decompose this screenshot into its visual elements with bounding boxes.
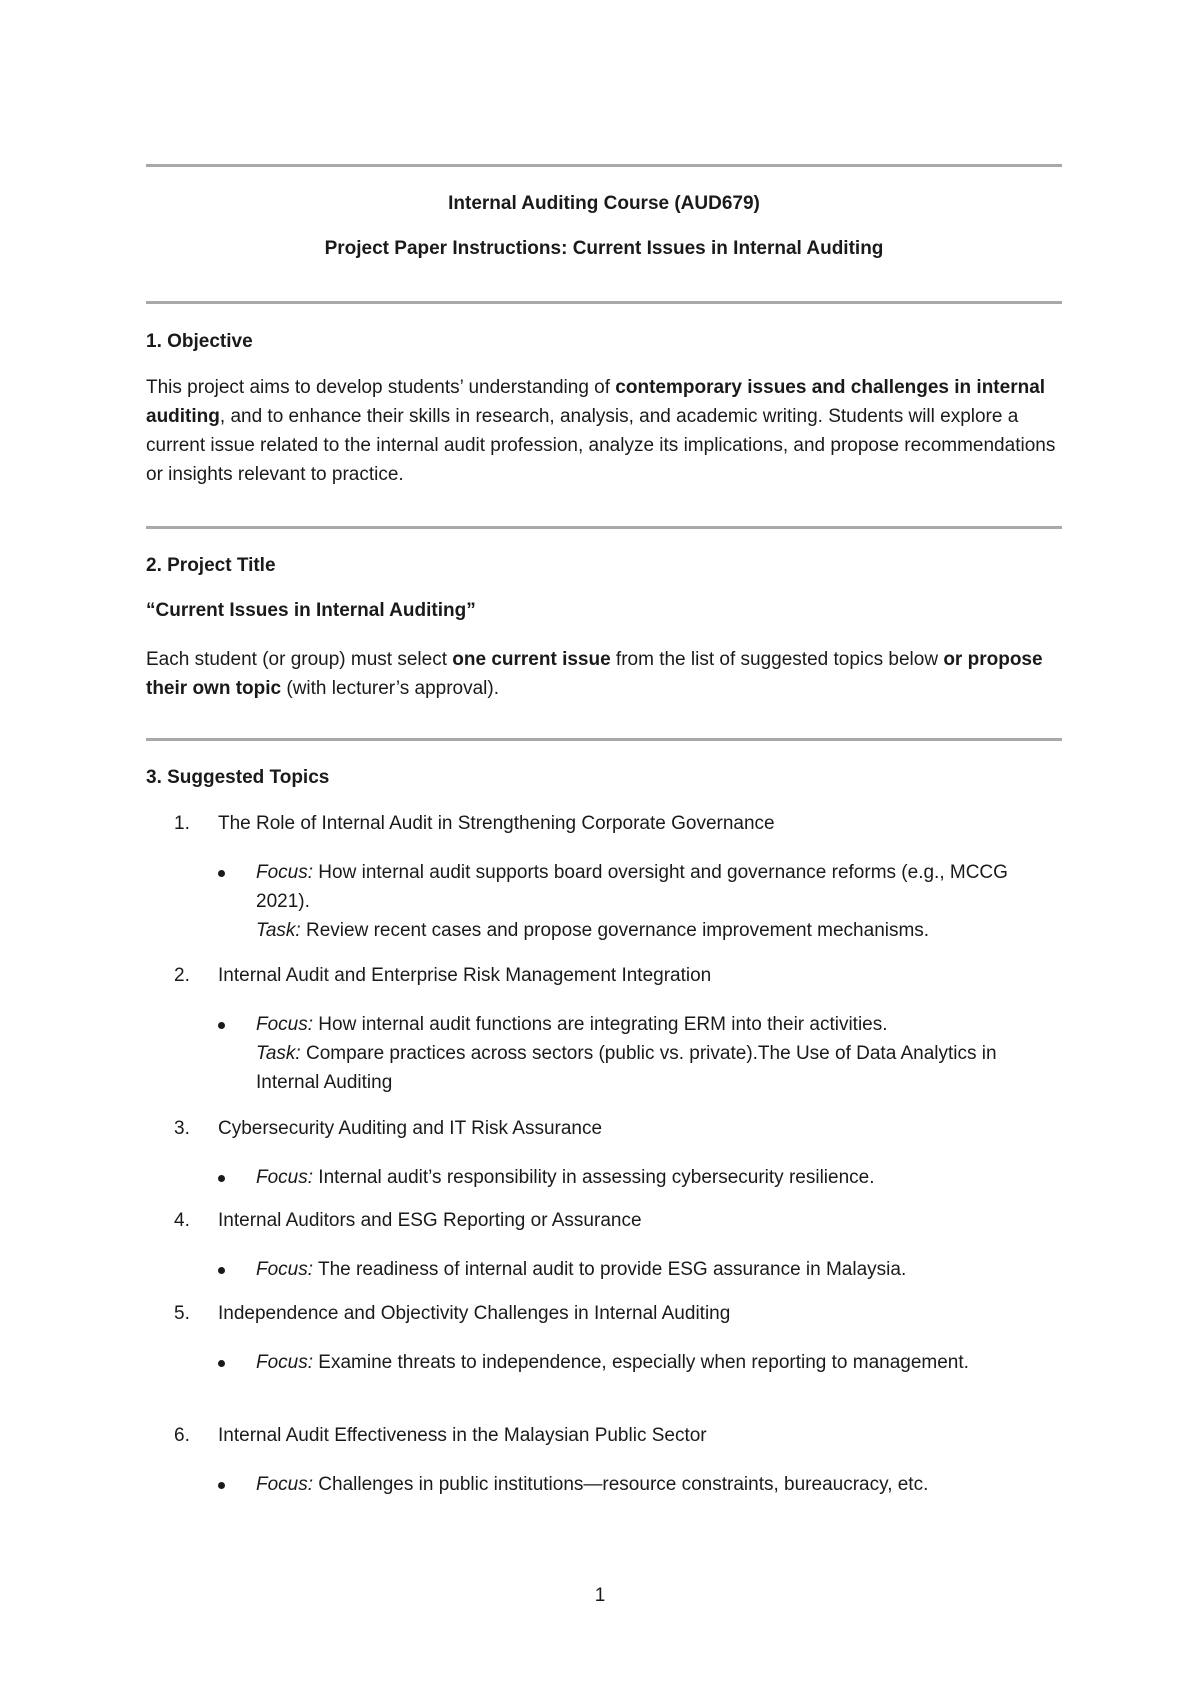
objective-text: This project aims to develop students’ understanding of <box>146 377 616 398</box>
divider <box>146 164 1062 167</box>
list-number: 4. <box>174 1210 190 1231</box>
topic-title: Internal Audit Effectiveness in the Malaysian Public Sector <box>218 1425 707 1446</box>
topic-title: Internal Audit and Enterprise Risk Management Integration <box>218 965 712 986</box>
document-subtitle: Project Paper Instructions: Current Issues in Internal Auditing <box>324 238 884 259</box>
focus-text: How internal audit functions are integrating ERM into their activities. <box>313 1014 888 1035</box>
section-heading-suggested-topics: 3. Suggested Topics <box>146 767 330 788</box>
focus-text: Examine threats to independence, especially when reporting to management. <box>313 1352 969 1373</box>
project-emphasis-b: one current issue <box>452 649 611 670</box>
list-number: 5. <box>174 1303 190 1324</box>
focus-label: Focus: <box>256 862 314 883</box>
topic-detail <box>212 1348 1062 1377</box>
focus-label: Focus: <box>256 1259 314 1280</box>
task-label: Task: <box>256 920 301 941</box>
topic-title: Independence and Objectivity Challenges in Internal Auditing <box>218 1303 731 1324</box>
topic-title: Internal Auditors and ESG Reporting or Assurance <box>218 1210 642 1231</box>
divider <box>146 526 1062 529</box>
project-text-c: from the list of suggested topics below <box>610 649 944 670</box>
objective-text-rest: , and to enhance their skills in research, analysis, and academic writing. Students will explore a current issue related to the internal audit profession, analyze its implications, and propose recommendations or insights relevant to practice. <box>146 406 1056 485</box>
list-item <box>174 809 775 838</box>
task-text: Review recent cases and propose governance improvement mechanisms. <box>300 920 930 941</box>
list-number: 1. <box>174 813 190 834</box>
list-number: 6. <box>174 1425 190 1446</box>
list-item <box>174 961 711 990</box>
focus-text: The readiness of internal audit to provide ESG assurance in Malaysia. <box>313 1259 907 1280</box>
section-heading-objective: 1. Objective <box>146 331 253 352</box>
focus-text: Internal audit’s responsibility in assessing cybersecurity resilience. <box>313 1167 875 1188</box>
list-item <box>174 1206 642 1235</box>
project-emphasis-d: or propose their own topic <box>146 649 1043 699</box>
topic-detail <box>212 1255 1062 1284</box>
project-title-text: “Current Issues in Internal Auditing” <box>146 600 476 621</box>
focus-label: Focus: <box>256 1352 314 1373</box>
focus-text: How internal audit supports board oversight and governance reforms (e.g., MCCG 2021). <box>256 862 1008 912</box>
topic-detail <box>212 1470 1062 1499</box>
list-item <box>174 1114 602 1143</box>
focus-label: Focus: <box>256 1167 314 1188</box>
objective-paragraph <box>146 373 1066 489</box>
topic-detail <box>212 1010 1062 1097</box>
topic-title: The Role of Internal Audit in Strengthening Corporate Governance <box>218 813 775 834</box>
divider <box>146 301 1062 304</box>
focus-label: Focus: <box>256 1474 314 1495</box>
section-heading-project-title: 2. Project Title <box>146 555 276 576</box>
focus-label: Focus: <box>256 1014 314 1035</box>
list-number: 3. <box>174 1118 190 1139</box>
list-number: 2. <box>174 965 190 986</box>
page-number: 1 <box>594 1585 606 1606</box>
course-title: Internal Auditing Course (AUD679) <box>448 193 760 214</box>
focus-text: Challenges in public institutions—resource constraints, bureaucracy, etc. <box>313 1474 929 1495</box>
topic-detail <box>212 1163 1062 1192</box>
list-item <box>174 1421 707 1450</box>
divider <box>146 738 1062 741</box>
topic-title: Cybersecurity Auditing and IT Risk Assurance <box>218 1118 603 1139</box>
objective-emphasis: contemporary issues and challenges in internal auditing <box>146 377 1046 427</box>
project-title-paragraph <box>146 645 1066 703</box>
task-label: Task: <box>256 1043 301 1064</box>
project-text-e: (with lecturer’s approval). <box>281 678 499 699</box>
topic-detail <box>212 858 1062 945</box>
project-text-a: Each student (or group) must select <box>146 649 453 670</box>
task-text: Compare practices across sectors (public vs. private).The Use of Data Analytics in Internal Auditing <box>256 1043 997 1093</box>
list-item <box>174 1299 730 1328</box>
